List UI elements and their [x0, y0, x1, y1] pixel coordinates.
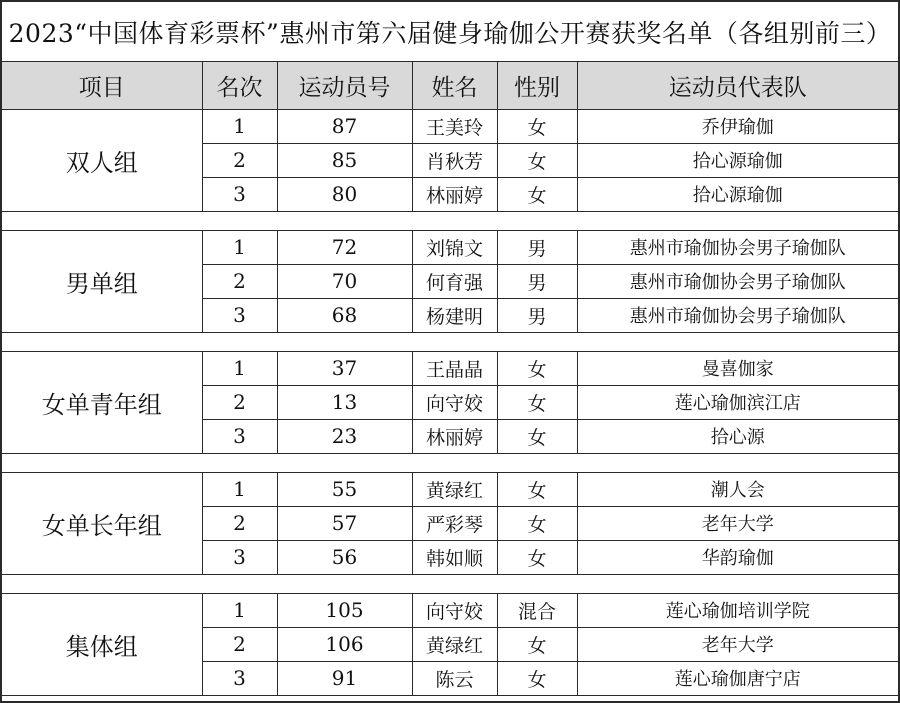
rank-cell: 1: [202, 593, 277, 627]
athlete-number-cell: 80: [277, 177, 412, 211]
gender-cell: 女: [497, 419, 577, 453]
athlete-name-cell: 韩如顺: [412, 540, 497, 574]
team-cell: 老年大学: [577, 506, 898, 540]
group-separator: [2, 211, 898, 230]
athlete-name-cell: 何育强: [412, 264, 497, 298]
athlete-number-cell: 87: [277, 109, 412, 143]
header-athlete-number: 运动员号: [277, 62, 412, 109]
athlete-name-cell: 严彩琴: [412, 506, 497, 540]
team-cell: 老年大学: [577, 627, 898, 661]
separator-cell: [2, 332, 898, 351]
athlete-name-cell: 王晶晶: [412, 351, 497, 385]
team-cell: 华韵瑜伽: [577, 540, 898, 574]
athlete-name-cell: 向守姣: [412, 385, 497, 419]
gender-cell: 男: [497, 298, 577, 332]
rank-cell: 2: [202, 264, 277, 298]
rank-cell: 3: [202, 419, 277, 453]
group-name-cell: 男单组: [2, 230, 202, 332]
team-cell: 惠州市瑜伽协会男子瑜伽队: [577, 230, 898, 264]
gender-cell: 女: [497, 661, 577, 695]
team-cell: 拾心源瑜伽: [577, 177, 898, 211]
gender-cell: 男: [497, 264, 577, 298]
group-separator: [2, 453, 898, 472]
team-cell: 惠州市瑜伽协会男子瑜伽队: [577, 264, 898, 298]
results-body: [2, 109, 898, 695]
gender-cell: 女: [497, 143, 577, 177]
team-cell: 惠州市瑜伽协会男子瑜伽队: [577, 298, 898, 332]
rank-cell: 1: [202, 109, 277, 143]
athlete-number-cell: 13: [277, 385, 412, 419]
team-cell: 莲心瑜伽唐宁店: [577, 661, 898, 695]
gender-cell: 女: [497, 540, 577, 574]
gender-cell: 女: [497, 506, 577, 540]
rank-cell: 3: [202, 540, 277, 574]
athlete-number-cell: 56: [277, 540, 412, 574]
rank-cell: 1: [202, 351, 277, 385]
athlete-name-cell: 刘锦文: [412, 230, 497, 264]
rank-cell: 3: [202, 661, 277, 695]
athlete-name-cell: 向守姣: [412, 593, 497, 627]
athlete-name-cell: 王美玲: [412, 109, 497, 143]
gender-cell: 女: [497, 472, 577, 506]
group-name-cell: 女单长年组: [2, 472, 202, 574]
athlete-number-cell: 55: [277, 472, 412, 506]
athlete-number-cell: 106: [277, 627, 412, 661]
athlete-name-cell: 林丽婷: [412, 419, 497, 453]
document-title: 2023“中国体育彩票杯”惠州市第六届健身瑜伽公开赛获奖名单（各组别前三）: [2, 2, 898, 62]
table-row: [2, 109, 898, 143]
header-team: 运动员代表队: [577, 62, 898, 109]
table-row: [2, 351, 898, 385]
athlete-name-cell: 黄绿红: [412, 627, 497, 661]
athlete-name-cell: 肖秋芳: [412, 143, 497, 177]
separator-cell: [2, 453, 898, 472]
team-cell: 潮人会: [577, 472, 898, 506]
athlete-name-cell: 杨建明: [412, 298, 497, 332]
athlete-number-cell: 70: [277, 264, 412, 298]
rank-cell: 2: [202, 385, 277, 419]
group-separator: [2, 574, 898, 593]
athlete-name-cell: 陈云: [412, 661, 497, 695]
results-table: [2, 62, 898, 696]
athlete-name-cell: 林丽婷: [412, 177, 497, 211]
team-cell: 莲心瑜伽培训学院: [577, 593, 898, 627]
table-row: [2, 230, 898, 264]
header-gender: 性别: [497, 62, 577, 109]
gender-cell: 混合: [497, 593, 577, 627]
rank-cell: 2: [202, 143, 277, 177]
team-cell: 曼喜伽家: [577, 351, 898, 385]
rank-cell: 1: [202, 230, 277, 264]
team-cell: 拾心源瑜伽: [577, 143, 898, 177]
group-name-cell: 女单青年组: [2, 351, 202, 453]
group-separator: [2, 332, 898, 351]
header-row: [2, 62, 898, 109]
separator-cell: [2, 211, 898, 230]
rank-cell: 2: [202, 506, 277, 540]
rank-cell: 2: [202, 627, 277, 661]
rank-cell: 3: [202, 298, 277, 332]
rank-cell: 3: [202, 177, 277, 211]
gender-cell: 女: [497, 627, 577, 661]
table-row: [2, 593, 898, 627]
athlete-number-cell: 72: [277, 230, 412, 264]
athlete-number-cell: 37: [277, 351, 412, 385]
header-name: 姓名: [412, 62, 497, 109]
team-cell: 乔伊瑜伽: [577, 109, 898, 143]
header-project: 项目: [2, 62, 202, 109]
athlete-number-cell: 68: [277, 298, 412, 332]
gender-cell: 女: [497, 351, 577, 385]
athlete-number-cell: 85: [277, 143, 412, 177]
rank-cell: 1: [202, 472, 277, 506]
gender-cell: 男: [497, 230, 577, 264]
gender-cell: 女: [497, 109, 577, 143]
group-name-cell: 集体组: [2, 593, 202, 695]
header-rank: 名次: [202, 62, 277, 109]
separator-cell: [2, 574, 898, 593]
athlete-number-cell: 91: [277, 661, 412, 695]
athlete-number-cell: 57: [277, 506, 412, 540]
athlete-number-cell: 105: [277, 593, 412, 627]
team-cell: 拾心源: [577, 419, 898, 453]
gender-cell: 女: [497, 177, 577, 211]
team-cell: 莲心瑜伽滨江店: [577, 385, 898, 419]
athlete-number-cell: 23: [277, 419, 412, 453]
group-name-cell: 双人组: [2, 109, 202, 211]
athlete-name-cell: 黄绿红: [412, 472, 497, 506]
gender-cell: 女: [497, 385, 577, 419]
table-row: [2, 472, 898, 506]
